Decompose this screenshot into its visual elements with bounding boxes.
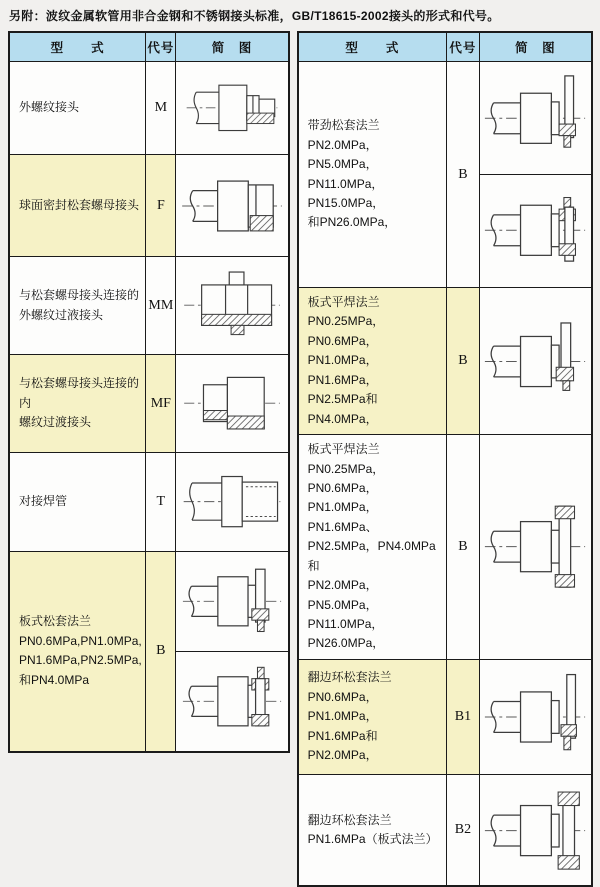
fitting-diagram-cell: [479, 435, 592, 660]
fitting-type-line: PN2.0MPa，PN5.0MPa，: [307, 578, 378, 612]
fitting-code-cell: MF: [146, 355, 176, 453]
fitting-type-line: PN2.5MPa和PN4.0MPa，: [307, 392, 378, 426]
fitting-type-cell: [298, 659, 447, 774]
header-row: [9, 32, 289, 62]
diagram-wrapper: [176, 454, 287, 551]
plate-weld-flange-down-diagram: [482, 310, 588, 413]
neck-loose-flange-tall-diagram: [482, 67, 588, 170]
fitting-type-line: 和PN4.0MPa: [19, 672, 90, 687]
diagram-wrapper: [176, 63, 287, 154]
table-row: [298, 774, 592, 886]
plate-loose-flange-stud-down-diagram: [179, 556, 285, 647]
fitting-type-cell: [9, 355, 146, 453]
diagram-stack: [176, 156, 287, 256]
fitting-type-cell: [9, 155, 146, 257]
col-header-diagram: 简 图: [176, 32, 289, 62]
diagram-stack: [176, 454, 287, 551]
diagram-stack: [480, 63, 591, 287]
female-adapter-fitting-diagram: [179, 359, 285, 447]
fitting-type-line: 翻边环松套法兰: [307, 812, 392, 827]
diagram-wrapper: [176, 156, 287, 256]
fitting-type-line: PN2.0MPa，PN5.0MPa，: [307, 137, 378, 172]
fitting-type-cell: [9, 453, 146, 552]
butt-weld-pipe-diagram: [179, 457, 285, 546]
table-row: [298, 435, 592, 660]
fitting-code-cell: B: [447, 435, 480, 660]
table-row: [298, 62, 592, 288]
col-header-code: 代号: [447, 32, 480, 62]
fitting-type-cell: [9, 62, 146, 155]
flanged-ring-plate-flange-diagram: [482, 780, 588, 881]
fitting-type-line: 球面密封松套螺母接头: [19, 197, 140, 212]
diagram-stack: [176, 552, 287, 750]
table-row: [9, 453, 289, 552]
header-row: [298, 32, 592, 62]
diagram-stack: [480, 660, 591, 773]
fitting-code-cell: B1: [447, 659, 480, 774]
fitting-diagram-cell: [176, 155, 289, 257]
table-row: [298, 288, 592, 435]
neck-loose-flange-stud-up-diagram: [482, 179, 588, 282]
table-row: [9, 355, 289, 453]
tables-container: [0, 31, 600, 887]
fitting-type-line: 螺纹过渡接头: [19, 415, 92, 430]
fitting-type-line: 板式平焊法兰: [307, 295, 380, 309]
fitting-type-line: PN0.25MPa，PN0.6MPa，: [307, 461, 385, 495]
fitting-code-cell: M: [146, 62, 176, 155]
fitting-diagram-cell: [176, 355, 289, 453]
fitting-type-line: 与松套螺母接头连接的内: [19, 376, 140, 410]
fitting-type-line: PN0.6MPa,PN1.0MPa,: [19, 633, 142, 648]
col-header-type: 型 式: [9, 32, 146, 62]
diagram-stack: [480, 305, 591, 417]
diagram-wrapper: [176, 552, 287, 651]
fitting-type-line: 板式平焊法兰: [307, 442, 380, 457]
fitting-type-line: PN0.6MPa，PN1.0MPa，: [307, 689, 378, 724]
diagram-wrapper: [480, 775, 591, 885]
fitting-type-cell: [9, 257, 146, 355]
fitting-type-line: PN0.25MPa，PN0.6MPa，: [307, 314, 385, 348]
col-header-diagram: 简 图: [479, 32, 592, 62]
page-title: 另附：波纹金属软管用非合金钢和不锈钢接头标准，GB/T18615-2002接头的形式和代号。: [9, 9, 500, 23]
fitting-code-cell: B2: [447, 774, 480, 886]
plate-loose-flange-stud-up-diagram: [179, 656, 285, 747]
diagram-stack: [480, 775, 591, 885]
table-row: [9, 62, 289, 155]
diagram-stack: [176, 63, 287, 154]
fitting-table-left: [8, 31, 290, 753]
fitting-diagram-cell: [479, 288, 592, 435]
fitting-type-line: 外螺纹接头: [19, 100, 80, 115]
fitting-type-line: 与松套螺母接头连接的: [19, 288, 140, 303]
fitting-type-line: PN1.6MPa（板式法兰）: [307, 832, 438, 847]
fitting-diagram-cell: [479, 62, 592, 288]
fitting-type-line: PN1.6MPa,PN2.5MPa,: [19, 653, 142, 668]
fitting-type-line: 外螺纹过液接头: [19, 307, 104, 322]
fitting-code-cell: T: [146, 453, 176, 552]
fitting-type-line: PN11.0MPa，PN15.0MPa，: [307, 176, 385, 210]
table-row: [9, 155, 289, 257]
col-header-code: 代号: [146, 32, 176, 62]
hex-nipple-fitting-diagram: [179, 261, 285, 349]
diagram-wrapper: [480, 660, 591, 773]
table-row: [9, 257, 289, 355]
fitting-type-line: PN1.0MPa，PN1.6MPa，: [307, 353, 378, 387]
fitting-diagram-cell: [176, 257, 289, 355]
fitting-type-line: 板式松套法兰: [19, 614, 92, 629]
fitting-diagram-cell: [176, 62, 289, 155]
fitting-code-cell: B: [146, 552, 176, 752]
diagram-wrapper: [176, 356, 287, 452]
diagram-wrapper: [480, 63, 591, 175]
fitting-table-right: [297, 31, 593, 887]
fitting-type-line: PN1.6MPa和PN2.0MPa，: [307, 728, 378, 763]
table-row: [9, 552, 289, 752]
fitting-diagram-cell: [176, 552, 289, 752]
diagram-wrapper: [480, 486, 591, 607]
diagram-wrapper: [176, 651, 287, 751]
fitting-diagram-cell: [479, 774, 592, 886]
fitting-code-cell: B: [447, 288, 480, 435]
diagram-wrapper: [176, 258, 287, 354]
fitting-type-line: PN11.0MPa，PN26.0MPa，: [307, 617, 385, 651]
fitting-type-line: 对接焊管: [19, 494, 68, 509]
table-row: [298, 659, 592, 774]
male-thread-fitting-diagram: [179, 66, 285, 150]
fitting-type-line: 和PN26.0MPa，: [307, 215, 397, 230]
fitting-type-cell: [9, 552, 146, 752]
fitting-type-line: PN2.5MPa，PN4.0MPa和: [307, 539, 436, 573]
fitting-code-cell: F: [146, 155, 176, 257]
flanged-ring-loose-flange-diagram: [482, 665, 588, 769]
fitting-type-line: PN1.0MPa，PN1.6MPa、: [307, 500, 378, 534]
plate-weld-flange-both-diagram: [482, 491, 588, 602]
fitting-code-cell: MM: [146, 257, 176, 355]
fitting-type-cell: [298, 774, 447, 886]
fitting-diagram-cell: [479, 659, 592, 774]
diagram-stack: [176, 356, 287, 452]
diagram-stack: [480, 486, 591, 607]
diagram-wrapper: [480, 305, 591, 417]
col-header-type: 型 式: [298, 32, 447, 62]
diagram-stack: [176, 258, 287, 354]
fitting-type-cell: [298, 288, 447, 435]
fitting-type-cell: [298, 62, 447, 288]
diagram-wrapper: [480, 174, 591, 287]
spherical-union-nut-fitting-diagram: [179, 160, 285, 252]
fitting-type-line: 翻边环松套法兰: [307, 670, 392, 685]
fitting-diagram-cell: [176, 453, 289, 552]
fitting-code-cell: B: [447, 62, 480, 288]
fitting-type-line: 带劲松套法兰: [307, 118, 380, 133]
fitting-type-cell: [298, 435, 447, 660]
